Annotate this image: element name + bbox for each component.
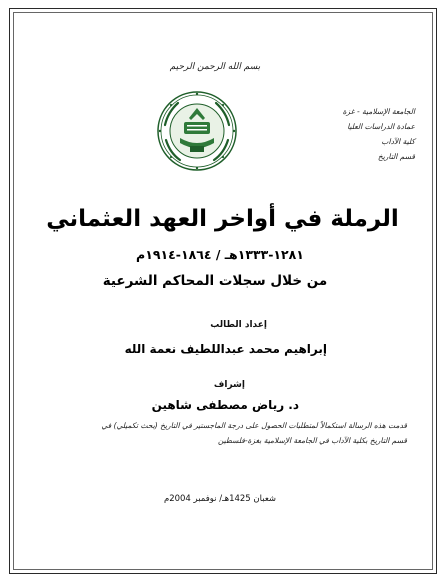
institution-line: الجامعة الإسلامية - غزة: [342, 107, 415, 116]
submission-statement: [47, 418, 407, 448]
submission-date: شعبان 1425هـ/ نوفمبر 2004م: [163, 494, 277, 504]
thesis-title: الرملة في أواخر العهد العثماني: [46, 206, 399, 232]
university-seal-icon: [156, 90, 238, 172]
supervisor-label: إشراف: [213, 380, 245, 390]
basmala: بسم الله الرحمن الرحيم: [169, 62, 261, 72]
thesis-date-range: ١٢٨١-١٣٣٣هـ / ١٨٦٤-١٩١٤م: [136, 247, 304, 262]
student-name: إبراهيم محمد عبداللطيف نعمة الله: [124, 342, 327, 356]
institution-line: كلية الآداب: [381, 137, 415, 146]
supervisor-name: د. رياض مصطفى شاهين: [151, 398, 299, 412]
student-label: إعداد الطالب: [210, 320, 267, 330]
statement-line: قسم التاريخ بكلية الآداب في الجامعة الإسلامية بغزة-فلسطين: [217, 436, 407, 445]
institution-line: عمادة الدراسات العليا: [347, 122, 415, 131]
statement-line: قدمت هذه الرسالة استكمالاً لمتطلبات الحصول على درجة الماجستير في التاريخ (بحث تكميلي) في: [101, 421, 407, 430]
institution-block: [275, 104, 415, 164]
thesis-subtitle: من خلال سجلات المحاكم الشرعية: [102, 273, 328, 289]
institution-line: قسم التاريخ: [377, 152, 415, 161]
